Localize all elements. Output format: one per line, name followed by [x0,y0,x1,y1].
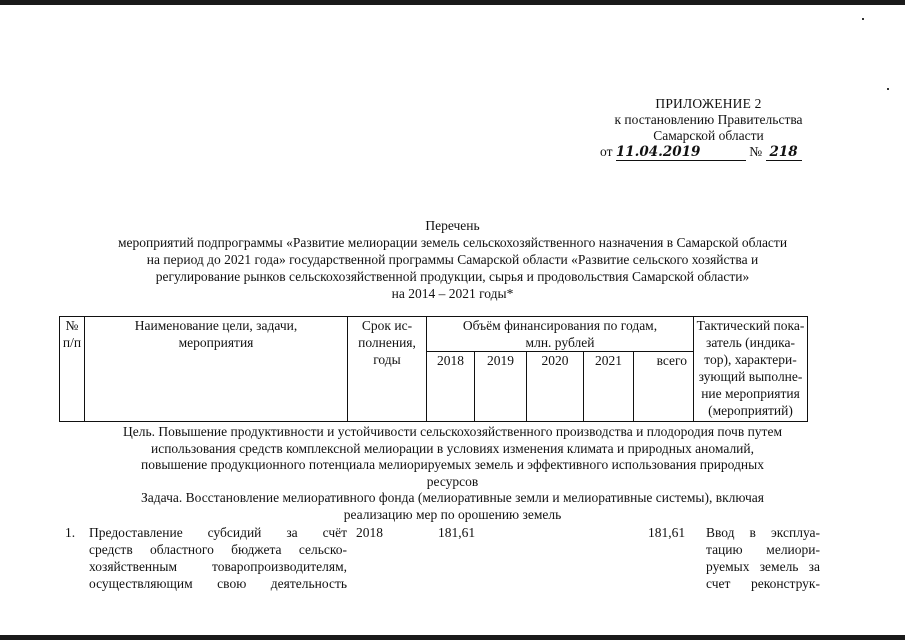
heading-line: на период до 2021 года» государственной программы Самарской области «Развитие сельского хозяйства и [146,252,759,267]
col-header-funding: Объём финансирования по годам, млн. рублей [427,317,694,352]
row-value-total: 181,61 [648,525,686,540]
scan-dot [887,88,889,90]
task-line: реализацию мер по орошению земель [343,506,562,522]
col-header-year-2021: 2021 [584,352,634,422]
row-name [89,524,347,592]
task-line: Задача. Восстановление мелиоративного фонда (мелиоративные земли и мелиоративные системы), включая [141,490,764,505]
col-header-indicator: Тактический пока- затель (индика- тор), характери- зующий выполне- ние мероприятия (мероприятий) [694,317,808,422]
appendix-line: к постановлению Правительства [614,112,803,127]
scan-dot [862,18,864,20]
goal-line: ресурсов [426,473,479,489]
header-table [59,316,808,422]
appendix-line: Самарской области [653,128,764,143]
heading-title: Перечень [425,218,480,233]
row-name-line: Предоставление субсидий за счёт [89,525,347,540]
col-header-year-2019: 2019 [475,352,527,422]
col-header-year-2018: 2018 [427,352,475,422]
handwritten-date: 11.04.2019 [616,144,746,161]
appendix-block [596,96,821,161]
col-header-name: Наименование цели, задачи, мероприятия [85,317,348,422]
appendix-title: ПРИЛОЖЕНИЕ 2 [655,96,762,111]
row-indicator [706,524,820,592]
handwritten-number: 218 [766,144,802,161]
goal-line: повышение продукционного потенциала мелиорируемых земель и эффективного использования природных [141,457,764,472]
row-term: 2018 [356,525,383,540]
goal-line: использования средств комплексной мелиорации в условиях изменения климата и природных аномалий, [150,440,755,456]
col-header-term: Срок ис- полнения, годы [348,317,427,422]
row-indicator-line: счет реконструк- [706,576,820,591]
date-prefix: от [600,144,613,159]
number-prefix: № [749,144,763,159]
row-indicator-line: тацию мелиори- [706,542,820,557]
row-value-2018: 181,61 [438,525,476,540]
document-heading [40,217,865,302]
col-header-year-2020: 2020 [527,352,584,422]
row-name-line: средств областного бюджета сельско- [89,542,347,557]
row-indicator-line: Ввод в эксплуа- [706,525,820,540]
col-header-total: всего [634,352,694,422]
appendix-date-line [596,144,821,161]
row-number: 1. [65,525,76,540]
row-name-line: осуществляющим свою деятельность [89,576,347,591]
row-indicator-line: руемых земель за [706,559,820,574]
heading-line: регулирование рынков сельскохозяйственной продукции, сырья и продовольствия Самарской области» [155,269,750,284]
heading-line: на 2014 – 2021 годы* [391,286,514,301]
heading-line: мероприятий подпрограммы «Развитие мелиорации земель сельскохозяйственного назначения в Самарской области [117,235,788,250]
col-header-number: № п/п [60,317,85,422]
goal-line: Цель. Повышение продуктивности и устойчивости сельскохозяйственного производства и плодородия почв путем [122,424,782,439]
top-border-line [0,0,905,5]
goal-and-task [40,424,865,523]
bottom-border-line [0,635,905,640]
row-name-line: хозяйственным товаропроизводителям, [89,559,347,574]
